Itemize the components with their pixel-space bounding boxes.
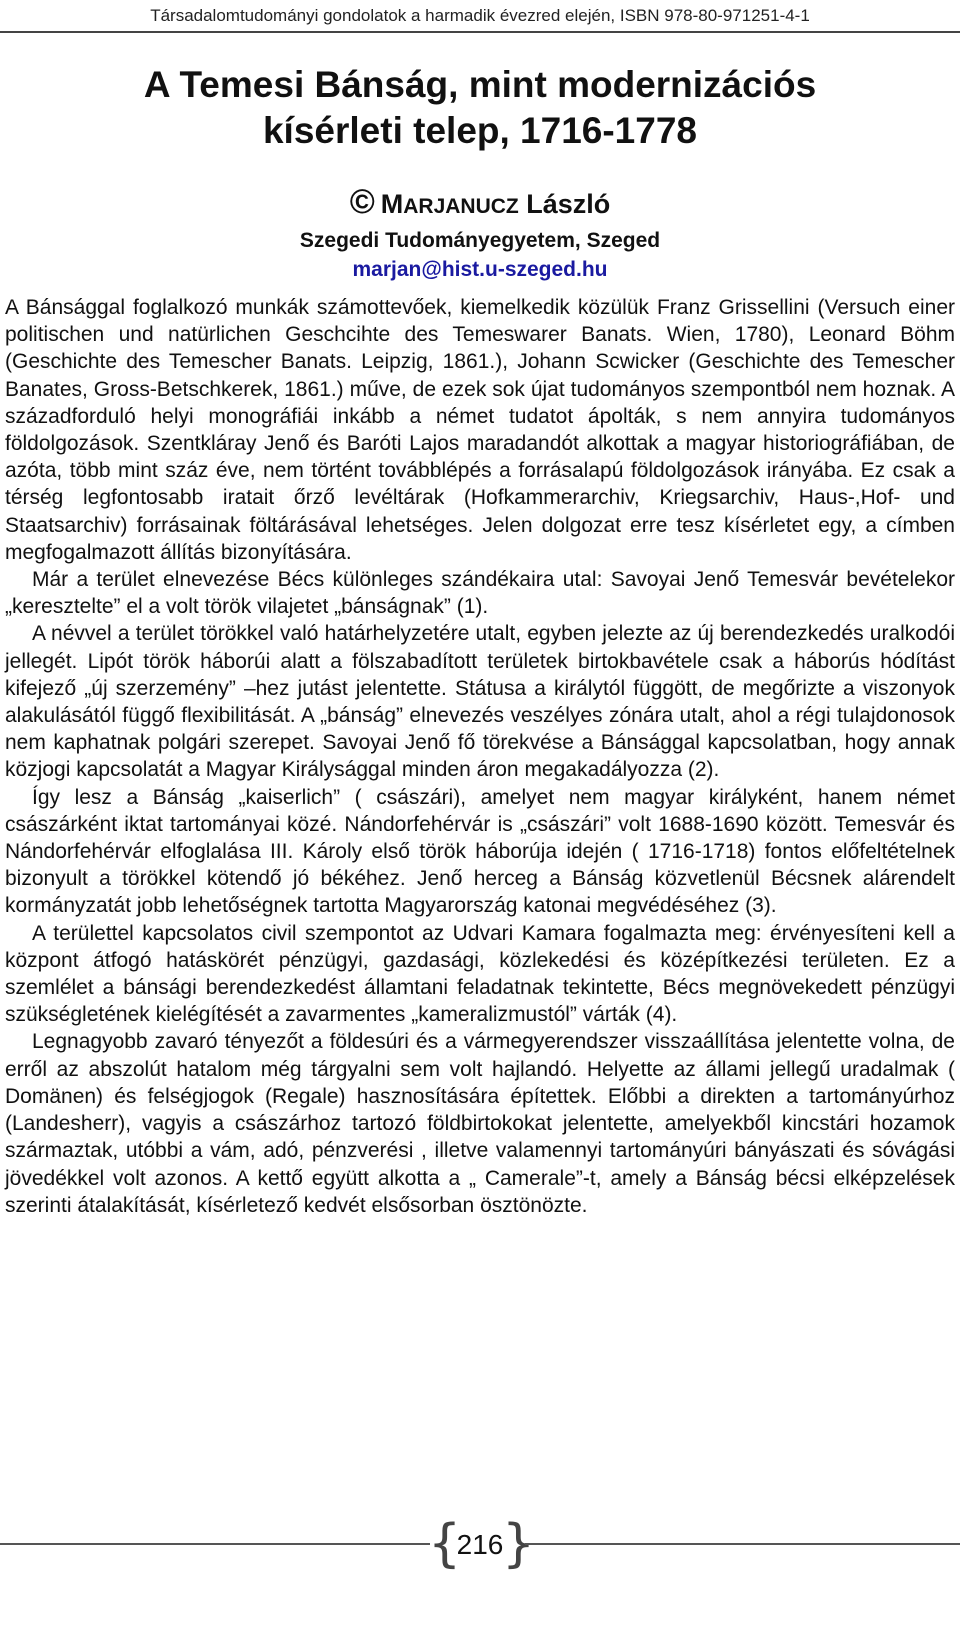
paragraph: A névvel a terület törökkel való határhelyzetére utalt, egyben jelezte az új berendezkedés uralkodói jellegét. Lipót török háborúi alatt a fölszabadított területek birtokbavétele csak a háborús hódítást kifejező „új szerzemény” –hez jutást jelentette. Státusa a királytól függött, de megőrizte a viszonyok alakulásától függő flexibilitását. A „bánság” elnevezés veszélyes zónára utalt, ahol a régi tulajdonosok nem kaphatnak polgári szerepet. Savoyai Jenő fő törekvése a Bánsággal kapcsolatban, hogy annak közjogi kapcsolatát a Magyar Királysággal minden áron megakadályozza (2). — [5, 622, 955, 782]
paragraph: Már a terület elnevezése Bécs különleges szándékaira utal: Savoyai Jenő Temesvár bevételekor „keresztelte” el a volt török vilajetet „bánságnak” (1). — [5, 568, 955, 619]
title-line-1: A Temesi Bánság, mint modernizációs — [143, 64, 817, 105]
paragraph: A Bánsággal foglalkozó munkák számottevőek, kiemelkedik közülük Franz Grissellini (Versuch einer politischen und natürlichen Geschcihte des Temeswarer Banats. Wien, 1780), Leonard Böhm (Geschichte des Temescher Banats. Leipzig, 1861.), Johann Scwicker (Geschichte des Temescher Banates, Gross-Betschkerek, 1861.) műve, de ezek sok újat tudományos szempontból nem hoznak. A századforduló helyi monográfiái inkább a német tudatot ápolták, s nem annyira tudományos földolgozások. Szentkláray Jenő és Baróti Lajos maradandót alkottak a magyar historiográfiában, de azóta, több mint száz éve, nem történt továbblépés a forrásalapú földolgozások irányába. Ez csak a térség legfontosabb iratait őrző levéltárak (Hofkammerarchiv, Kriegsarchiv, Haus-,Hof- und Staatsarchiv) forrásainak föltárásával lehetséges. Jelen dolgozat erre tesz kísérletet egy, a címben megfogalmazott állítás bizonyítására. — [5, 296, 955, 564]
article-title — [0, 62, 960, 154]
author-line — [0, 184, 960, 225]
left-brace-icon: { — [428, 1514, 462, 1574]
footer-rule-left — [0, 1543, 430, 1545]
author-surname-initial: M — [380, 189, 404, 219]
title-line-2: kísérleti telep, 1716-1778 — [262, 110, 697, 151]
header-divider — [0, 31, 960, 33]
running-header: Társadalomtudományi gondolatok a harmadik évezred elején, ISBN 978-80-971251-4-1 — [150, 6, 810, 25]
paragraph: Így lesz a Bánság „kaiserlich” ( császári), amelyet nem magyar királyként, hanem német császárként iktat tartományai közé. Nándorfehérvár is „császári” volt 1688-1690 között. Temesvár és Nándorfehérvár elfoglalása III. Károly első török háborúja idején ( 1716-1718) fontos előfeltételnek bizonyult a törökkel kötendő jó békéhez. Jenő herceg a Bánság közvetlenül Bécsnek alárendelt kormányzatát jobb lehetőségnek tartotta Magyarország katonai megvédéséhez (3). — [5, 785, 955, 918]
article-body — [5, 294, 955, 1219]
right-brace-icon: } — [502, 1514, 536, 1574]
paragraph: Legnagyobb zavaró tényezőt a földesúri és a vármegyerendszer visszaállítása jelentette volna, de erről az abszolút hatalom még tárgyalni sem volt hajlandó. Helyette az állami jellegű uradalmak ( Domänen) és felségjogok (Regale) hasznosítására építettek. Előbbi a direkten a tartományúrhoz (Landesherr), vagyis a császárhoz tartozó földbirtokokat jelentette, amelyekből kincstári hozamok származtak, utóbbi a vám, adó, pénzverési , illetve valamennyi tartományúri bányászati és sóvágási jövedékkel volt azonos. A kettő együtt alkotta a „ Camerale”-t, amely a Bánság bécsi elképzelések szerinti átalakítását, kísérletező kedvét elsősorban ösztönözte. — [5, 1030, 955, 1217]
paragraph: A területtel kapcsolatos civil szempontot az Udvari Kamara fogalmazta meg: érvényesíteni kell a központ átfogó hatáskörét pénzügyi, gazdasági, közlekedési és középítkezési területen. Ez a szemlélet a bánsági berendezkedést államtani feladatnak tekintette, Bécs megnövekedett pénzügyi szükségletének kielégítését a zavarmentes „kameralizmustól” várták (4). — [5, 921, 955, 1027]
author-email-link[interactable]: marjan@hist.u-szeged.hu — [352, 258, 608, 281]
copyright-icon: © — [349, 183, 375, 221]
author-affiliation: Szegedi Tudományegyetem, Szeged — [299, 229, 661, 252]
author-surname-rest: ARJANUCZ — [403, 195, 519, 218]
page-number: 216 — [456, 1529, 504, 1560]
page-footer — [0, 1514, 960, 1574]
author-given-name: László — [526, 189, 611, 219]
footer-rule-right — [525, 1543, 960, 1545]
